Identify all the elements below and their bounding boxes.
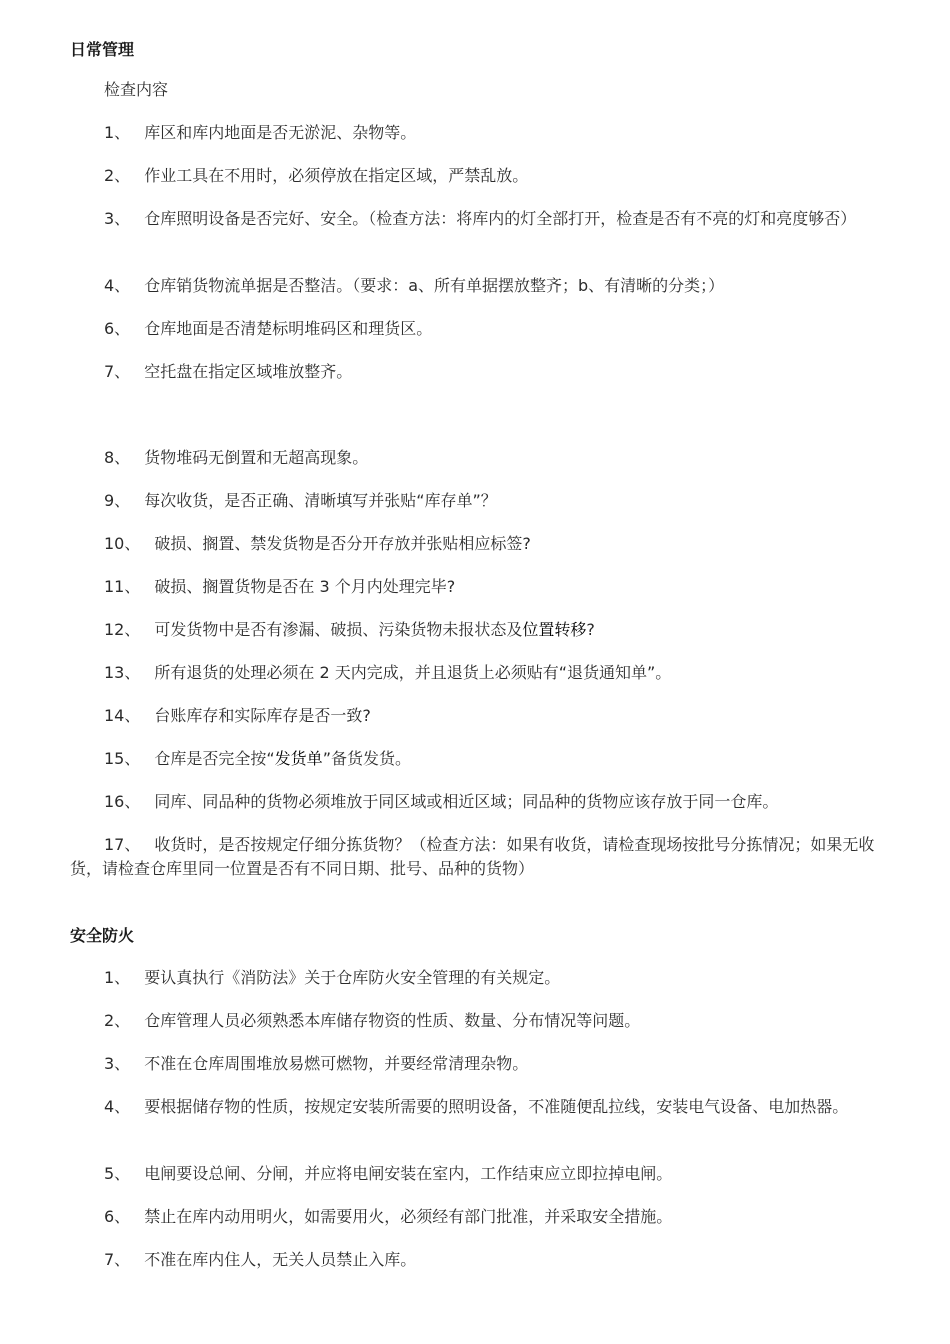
list-item: 13、 所有退货的处理必须在 2 天内完成，并且退货上必须贴有“退货通知单”。 — [104, 663, 672, 682]
link-delivery-note: 发货单 — [274, 749, 323, 768]
list-item: 3、 仓库照明设备是否完好、安全。（检查方法：将库内的灯全部打开，检查是否有不亮的灯和亮度够否） — [104, 209, 857, 228]
section-title-fire-safety: 安全防火 — [70, 926, 135, 945]
list-item: 11、 破损、搁置货物是否在 3 个月内处理完毕? — [104, 577, 456, 596]
document-page — [70, 38, 892, 1269]
list-item: 7、 不准在库内住人，无关人员禁止入库。 — [104, 1250, 417, 1269]
list-item: 2、 作业工具在不用时，必须停放在指定区域，严禁乱放。 — [104, 166, 529, 185]
list-item: 9、 每次收货，是否正确、清晰填写并张贴“库存单”？ — [104, 491, 497, 510]
list-item: 14、 台账库存和实际库存是否一致? — [104, 706, 371, 725]
list-item: 5、 电闸要设总闸、分闸，并应将电闸安装在室内，工作结束应立即拉掉电闸。 — [104, 1164, 673, 1183]
section-title-daily: 日常管理 — [70, 40, 135, 59]
list-item: 2、 仓库管理人员必须熟悉本库储存物资的性质、数量、分布情况等问题。 — [104, 1011, 641, 1030]
list-item: 6、 仓库地面是否清楚标明堆码区和理货区。 — [104, 319, 433, 338]
list-item: 1、 要认真执行《消防法》关于仓库防火安全管理的有关规定。 — [104, 968, 561, 987]
list-item: 4、 仓库销货物流单据是否整洁。（要求：a、所有单据摆放整齐；b、有清晰的分类；） — [104, 276, 725, 295]
list-item: 16、 同库、同品种的货物必须堆放于同区域或相近区域；同品种的货物应该存放于同一仓库。 — [104, 792, 779, 811]
list-item: 3、 不准在仓库周围堆放易燃可燃物，并要经常清理杂物。 — [104, 1054, 529, 1073]
list-item: 10、 破损、搁置、禁发货物是否分开存放并张贴相应标签? — [104, 534, 531, 553]
list-item: 7、 空托盘在指定区域堆放整齐。 — [104, 362, 353, 381]
list-item: 1、 库区和库内地面是否无淤泥、杂物等。 — [104, 123, 417, 142]
list-item: 6、 禁止在库内动用明火，如需要用火，必须经有部门批准，并采取安全措施。 — [104, 1207, 673, 1226]
subtitle-inspection: 检查内容 — [104, 80, 169, 99]
list-item: 15、 仓库是否完全按“发货单”备货发货。 — [104, 749, 411, 768]
list-item: 17、 收货时，是否按规定仔细分拣货物？（检查方法：如果有收货，请检查现场按批号分拣情况；如果无收货，请检查仓库里同一位置是否有不同日期、批号、品种的货物） — [70, 835, 875, 878]
list-item: 12、 可发货物中是否有渗漏、破损、污染货物未报状态及位置转移? — [104, 620, 595, 639]
list-item: 8、 货物堆码无倒置和无超高现象。 — [104, 448, 369, 467]
link-position-transfer: 位置转移 — [522, 620, 587, 639]
list-item: 4、 要根据储存物的性质，按规定安装所需要的照明设备，不准随便乱拉线，安装电气设备、电加热器。 — [104, 1097, 849, 1116]
